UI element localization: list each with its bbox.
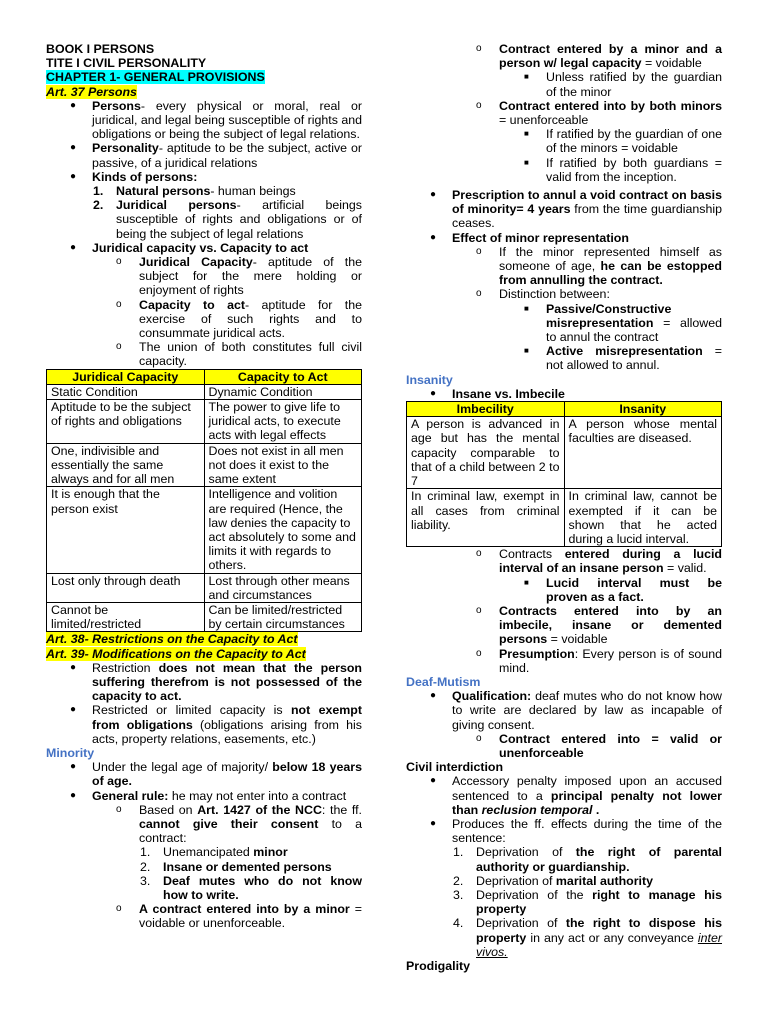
- civil-interdiction-heading: Civil interdiction: [406, 760, 504, 775]
- table-row: Static Condition Dynamic Condition: [47, 384, 362, 399]
- list-item-accessory: ● Accessory penalty imposed upon an accused sentenced to a principal penalty not lower than reclusion temporal .: [430, 774, 722, 817]
- list-item-under: ● Under the legal age of majority/ below 18 years of age.: [70, 760, 362, 789]
- table-row: A person is advanced in age but has the mental capacity comparable to that of a child between 2 to 7 A person whose mental faculties are diseased.: [407, 417, 722, 489]
- capacity-table: [46, 369, 362, 633]
- bullet-icon: ●: [70, 761, 77, 773]
- prodigality-heading: Prodigality: [406, 959, 471, 973]
- chapter-heading: CHAPTER 1- GENERAL PROVISIONS: [46, 70, 265, 85]
- bullet-icon: ●: [430, 231, 437, 243]
- list-item-c1: o Contract entered by a minor and a person w/ legal capacity = voidable: [476, 42, 722, 71]
- title-heading: TITE I CIVIL PERSONALITY: [46, 56, 207, 71]
- right-column: [406, 42, 722, 973]
- list-item-based: o Based on Art. 1427 of the NCC: the ff. cannot give their consent to a contract:: [116, 802, 362, 846]
- list-item-c2-sub1: ■ If ratified by the guardian of one of the minors = voidable: [524, 127, 722, 156]
- list-item-dist: o Distinction between:: [476, 287, 610, 302]
- list-item-active: ■ Active misrepresentation = not allowed to annul.: [524, 344, 722, 373]
- circle-bullet-icon: o: [116, 803, 122, 815]
- list-item-prescription: ● Prescription to annul a void contract on basis of minority= 4 years from the time guardianship ceases.: [430, 188, 723, 231]
- minority-heading: Minority: [46, 745, 95, 760]
- bullet-icon: ●: [70, 241, 77, 253]
- list-item-deaf-contract: o Contract entered into = valid or unenforceable: [476, 731, 722, 760]
- list-item-personality: ● Personality- aptitude to be the subject, active or passive, of a juridical relations: [70, 141, 362, 170]
- list-item-natural: 1. Natural persons- human beings: [93, 184, 296, 199]
- circle-bullet-icon: o: [116, 341, 122, 353]
- list-item-effect-3: 3. Deprivation of the right to manage his property: [453, 887, 722, 917]
- square-bullet-icon: ■: [524, 303, 529, 313]
- list-item-c1-sub: ■ Unless ratified by the guardian of the minor: [524, 70, 722, 99]
- list-item-effect-2: 2. Deprivation of marital authority: [453, 873, 653, 888]
- list-item-lucid: o Contracts entered during a lucid interval of an insane person = valid.: [476, 547, 723, 576]
- insanity-table: [406, 401, 722, 547]
- book-title: BOOK I PERSONS: [46, 42, 155, 56]
- list-item-ff3: 3. Deaf mutes who do not know how to write.: [140, 873, 362, 902]
- circle-bullet-icon: o: [116, 256, 122, 268]
- list-item-rep: o If the minor represented himself as someone of age, he can be estopped from annulling the contract.: [476, 244, 722, 288]
- bullet-icon: ●: [70, 99, 77, 111]
- deaf-mutism-heading: Deaf-Mutism: [406, 674, 481, 689]
- art38-heading: Art. 38- Restrictions on the Capacity to Act: [46, 632, 298, 647]
- bullet-icon: ●: [70, 142, 77, 154]
- square-bullet-icon: ■: [524, 72, 529, 82]
- list-item-c2-sub2: ■ If ratified by both guardians = valid from the inception.: [524, 155, 722, 184]
- list-item-ff2: 2. Insane or demented persons: [140, 859, 332, 874]
- left-column: [46, 42, 362, 931]
- circle-bullet-icon: o: [476, 604, 482, 616]
- list-item-union: o The union of both constitutes full civil capacity.: [116, 340, 362, 369]
- bullet-icon: ●: [430, 817, 437, 829]
- table-row: Aptitude to be the subject of rights and obligations The power to give life to juridical acts, to execute acts with legal effects: [47, 400, 362, 444]
- table-row: Cannot be limited/restricted Can be limited/restricted by certain circumstances: [47, 602, 362, 631]
- art39-heading: Art. 39- Modifications on the Capacity to Act: [46, 646, 306, 661]
- insanity-heading: Insanity: [406, 372, 453, 387]
- list-item-imbecile: o Contracts entered into by an imbecile, insane or demented persons = voidable: [476, 603, 722, 647]
- circle-bullet-icon: o: [476, 288, 482, 300]
- list-item-ins-vs: ● Insane vs. Imbecile: [430, 386, 565, 401]
- circle-bullet-icon: o: [476, 99, 482, 111]
- circle-bullet-icon: o: [116, 903, 122, 915]
- list-item-presumption: o Presumption: Every person is of sound mind.: [476, 646, 722, 675]
- list-item-limited: ● Restricted or limited capacity is not exempt from obligations (obligations arising from his acts, property relations, easements, etc.): [70, 703, 362, 746]
- bullet-icon: ●: [430, 775, 437, 787]
- list-item-persons: ● Persons- every physical or moral, real or juridical, and legal being susceptible of rights and obligations or being the subject of legal relations.: [70, 98, 363, 142]
- table-row: One, indivisible and essentially the same always and for all men Does not exist in all men not does it exist to the same extent: [47, 443, 362, 487]
- circle-bullet-icon: o: [476, 43, 482, 54]
- list-item-juridical: 2. Juridical persons- artificial beings susceptible of rights and obligations or of being the subject of legal relations: [93, 198, 362, 241]
- table-header: Imbecility: [407, 402, 565, 417]
- square-bullet-icon: ■: [524, 129, 529, 139]
- square-bullet-icon: ■: [524, 346, 529, 356]
- list-item-contract-minor: o A contract entered into by a minor = voidable or unenforceable.: [116, 902, 362, 931]
- list-item-ca: o Capacity to act- aptitude for the exercise of such rights and to consummate juridical acts.: [116, 297, 363, 341]
- table-header: Capacity to Act: [204, 369, 362, 384]
- list-item-produces: ● Produces the ff. effects during the time of the sentence:: [430, 816, 722, 846]
- square-bullet-icon: ■: [524, 157, 529, 167]
- bullet-icon: ●: [430, 387, 437, 399]
- bullet-icon: ●: [70, 704, 77, 716]
- list-item-restriction: ● Restriction does not mean that the person suffering therefrom is not possessed of the capacity to act.: [70, 660, 362, 704]
- list-item-general-rule: ● General rule: he may not enter into a contract: [70, 788, 347, 803]
- circle-bullet-icon: o: [476, 245, 482, 257]
- list-item-passive: ■ Passive/Constructive misrepresentation = allowed to annul the contract: [524, 301, 722, 345]
- bullet-icon: ●: [70, 661, 77, 673]
- bullet-icon: ●: [430, 690, 437, 702]
- list-item-jc: o Juridical Capacity- aptitude of the subject for the mere holding or enjoyment of rights: [116, 255, 362, 298]
- list-item-kinds: ● Kinds of persons:: [70, 169, 198, 184]
- list-item-effect: ● Effect of minor representation: [430, 230, 629, 245]
- list-item-ff1: 1. Unemancipated minor: [140, 845, 288, 860]
- list-item-effect-1: 1. Deprivation of the right of parental authority or guardianship.: [453, 845, 722, 874]
- circle-bullet-icon: o: [476, 548, 482, 560]
- list-item-qualification: ● Qualification: deaf mutes who do not know how to write are declared by law as incapable of giving consent.: [430, 689, 722, 732]
- bullet-icon: ●: [70, 170, 77, 182]
- table-row: In criminal law, exempt in all cases from criminal liability. In criminal law, cannot be exempted if it can be shown that he acted during a lucid interval.: [407, 489, 722, 547]
- list-item-lucid-sub: ■ Lucid interval must be proven as a fact.: [524, 575, 722, 604]
- list-item-effect-4: 4. Deprivation of the right to dispose his property in any act or any conveyance inter vivos.: [453, 916, 722, 959]
- circle-bullet-icon: o: [476, 732, 482, 744]
- circle-bullet-icon: o: [116, 298, 122, 310]
- bullet-icon: ●: [70, 789, 77, 801]
- bullet-icon: ●: [430, 189, 437, 201]
- square-bullet-icon: ■: [524, 577, 529, 587]
- circle-bullet-icon: o: [476, 647, 482, 659]
- list-item-c2: o Contract entered into by both minors = unenforceable: [476, 98, 722, 128]
- table-header: Juridical Capacity: [47, 369, 205, 384]
- table-header: Insanity: [564, 402, 722, 417]
- table-row: It is enough that the person exist Intelligence and volition are required (Hence, the law denies the capacity to act absolutely to some and limits it with regards to others.: [47, 487, 362, 573]
- table-row: Lost only through death Lost through other means and circumstances: [47, 573, 362, 602]
- art37-heading: Art. 37 Persons: [46, 84, 137, 99]
- list-item-capacity-vs: ● Juridical capacity vs. Capacity to act: [70, 240, 309, 255]
